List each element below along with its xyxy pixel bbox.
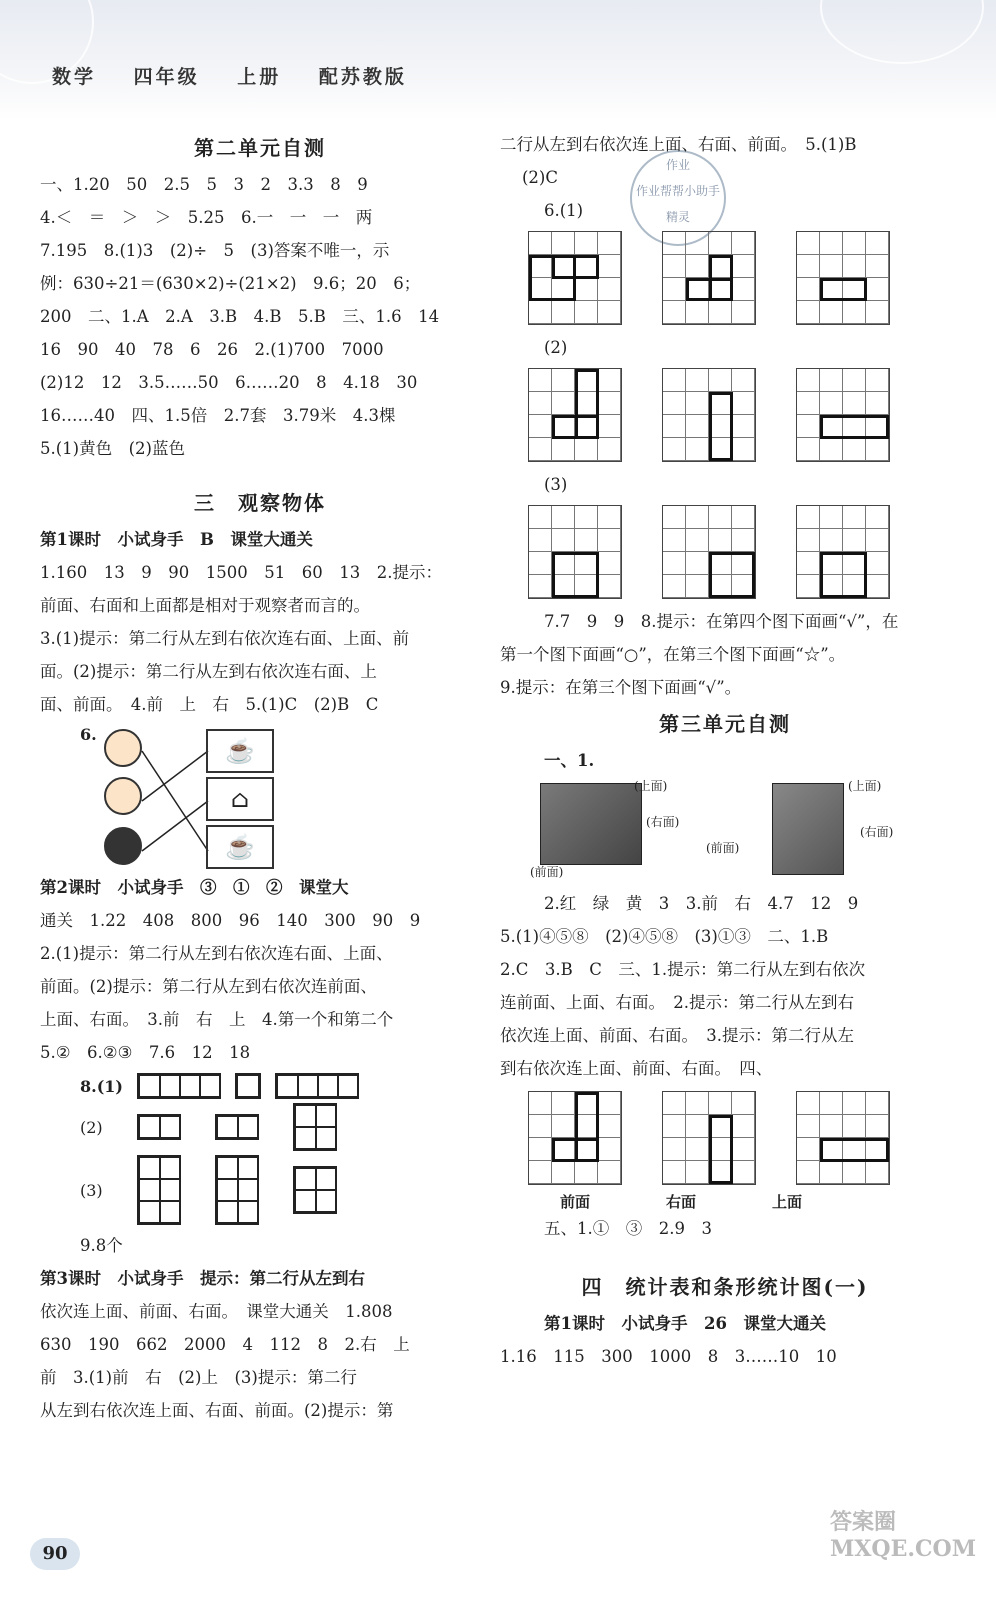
teapot-side-icon: ⌂ — [206, 777, 274, 821]
grid-figure — [796, 368, 890, 462]
q8-row2 — [80, 1103, 480, 1151]
header-subject: 数学 — [52, 66, 97, 88]
object-figures — [500, 777, 950, 887]
q6-1-label: 6.(1) — [544, 201, 584, 220]
answer-line: 二行从左到右依次连上面、右面、前面。 5.(1)B — [500, 135, 857, 154]
q6-2-label: (2) — [544, 338, 568, 357]
answer-line: 9.8个 — [80, 1236, 123, 1255]
section-title: 第三单元自测 — [659, 712, 791, 736]
right-column — [500, 128, 950, 1373]
section-title: 四 统计表和条形统计图(一) — [581, 1275, 869, 1299]
squares-view — [215, 1114, 259, 1140]
answer-line: 2.(1)提示：第二行从左到右依次连右面、上面、 — [40, 944, 393, 963]
answer-line: 例：630÷21＝(630×2)÷(21×2) 9.6；20 6； — [40, 274, 421, 293]
answer-line: 4.＜ ＝ ＞ ＞ 5.25 6.一 一 一 两 — [40, 208, 373, 227]
answer-line: 一、1.20 50 2.5 5 3 2 3.3 8 9 — [40, 175, 368, 194]
answer-line: 630 190 662 2000 4 112 8 2.右 上 — [40, 1335, 410, 1354]
answer-line: 前面、右面和上面都是相对于观察者而言的。 — [40, 596, 370, 615]
answer-line: 从左到右依次连上面、右面、前面。(2)提示：第 — [40, 1401, 394, 1420]
answer-line: 上面、右面。 3.前 右 上 4.第一个和第二个 — [40, 1010, 394, 1029]
teapot-top-icon: ☕ — [206, 825, 274, 869]
header-volume: 上册 — [237, 66, 282, 88]
caption-top: 上面 — [772, 1193, 803, 1211]
answer-line: (2)12 12 3.5……50 6……20 8 4.18 30 — [40, 373, 418, 392]
label-right: (右面) — [860, 825, 894, 839]
header-edition: 配苏教版 — [318, 66, 407, 88]
answer-line: 3.(1)提示：第二行从左到右依次连右面、上面、前 — [40, 629, 410, 648]
answer-line: 7.7 9 9 8.提示：在第四个图下面画“√”，在 — [544, 612, 899, 631]
grid-figure — [528, 231, 622, 325]
grid-row-1 — [528, 231, 950, 325]
answer-line: 依次连上面、前面、右面。 3.提示：第二行从左 — [500, 1026, 854, 1045]
answer-line: 连前面、上面、右面。 2.提示：第二行从左到右 — [500, 993, 854, 1012]
watermark: 答案圈 MXQE.COM — [830, 1509, 977, 1562]
grid-figure — [796, 505, 890, 599]
lesson-heading: 第1课时 小试身手 B 课堂大通关 — [40, 530, 313, 549]
label-top: (上面) — [634, 779, 668, 793]
answer-line: 2.红 绿 黄 3 3.前 右 4.7 12 9 — [544, 894, 859, 913]
page-number: 90 — [30, 1538, 80, 1570]
answer-line: 16 90 40 78 6 26 2.(1)700 7000 — [40, 340, 384, 359]
stamp-line3: 精灵 — [665, 210, 690, 224]
boy-cap-face-icon — [104, 777, 142, 815]
grid-figure — [662, 368, 756, 462]
q8-2-label: (2) — [80, 1117, 103, 1137]
squares-view — [235, 1073, 261, 1099]
answer-line: 5.(1)黄色 (2)蓝色 — [40, 439, 185, 458]
matching-figure — [40, 721, 480, 871]
header-text — [52, 62, 435, 89]
label-top: (上面) — [848, 779, 882, 793]
squares-view — [293, 1166, 337, 1214]
answer-line: 前面。(2)提示：第二行从左到右依次连前面、 — [40, 977, 377, 996]
stamp-line2: 作业帮帮小助手 — [635, 184, 720, 198]
grid-row-3 — [528, 505, 950, 599]
answer-line: 1.160 13 9 90 1500 51 60 13 2.提示： — [40, 563, 442, 582]
q1-label: 一、1. — [544, 751, 595, 770]
answer-line: 通关 1.22 408 800 96 140 300 90 9 — [40, 911, 421, 930]
grid-row-2 — [528, 368, 950, 462]
teapot-icon: ☕ — [206, 729, 274, 773]
squares-view — [137, 1114, 181, 1140]
answer-line: 9.提示：在第三个图下面画“√”。 — [500, 678, 742, 697]
answer-line: 2.C 3.B C 三、1.提示：第二行从左到右依次 — [500, 960, 866, 979]
grid-figure — [796, 231, 890, 325]
q6-3-label: (3) — [544, 475, 568, 494]
cabinet-image — [540, 783, 642, 865]
header-grade: 四年级 — [133, 66, 200, 88]
grid-figure — [528, 1091, 622, 1185]
lesson-heading: 第1课时 小试身手 26 课堂大通关 — [544, 1314, 826, 1333]
grid-figure — [796, 1091, 890, 1185]
lesson-heading: 第2课时 小试身手 ③ ① ② 课堂大 — [40, 878, 349, 897]
grid-figure — [662, 1091, 756, 1185]
squares-view — [293, 1103, 337, 1151]
caption-front: 前面 — [560, 1193, 591, 1211]
answer-line: 7.195 8.(1)3 (2)÷ 5 (3)答案不唯一，示 — [40, 241, 390, 260]
answer-line: 第一个图下面画“○”，在第三个图下面画“☆”。 — [500, 645, 846, 664]
answer-line: 到右依次连上面、前面、右面。 四、 — [500, 1059, 773, 1078]
lesson-heading: 第3课时 小试身手 提示：第二行从左到右 — [40, 1269, 365, 1288]
grid-figure — [528, 368, 622, 462]
section-title: 第二单元自测 — [194, 136, 326, 160]
page-header — [0, 0, 996, 120]
label-front: (前面) — [530, 865, 564, 879]
view-captions — [560, 1191, 950, 1212]
q8-row1 — [80, 1073, 480, 1099]
caption-right: 右面 — [666, 1193, 697, 1211]
answer-line: 16……40 四、1.5倍 2.7套 3.79米 4.3棵 — [40, 406, 396, 425]
label-front: (前面) — [706, 841, 740, 855]
answer-line: 1.16 115 300 1000 8 3……10 10 — [500, 1347, 837, 1366]
q6-label: 6. — [80, 725, 97, 744]
grid-figure — [662, 231, 756, 325]
q8-1-label: 8.(1) — [80, 1076, 123, 1096]
grid-figure — [528, 505, 622, 599]
answer-line: 面。(2)提示：第二行从左到右依次连右面、上 — [40, 662, 377, 681]
q8-3-label: (3) — [80, 1180, 103, 1200]
answer-line: 五、1.① ③ 2.9 3 — [544, 1219, 712, 1238]
squares-view — [275, 1073, 359, 1099]
label-right: (右面) — [646, 815, 680, 829]
answer-line: 面、前面。 4.前 上 右 5.(1)C (2)B C — [40, 695, 379, 714]
boy-face-icon — [104, 729, 142, 767]
matching-lines — [140, 731, 210, 861]
section-title: 三 观察物体 — [194, 491, 326, 515]
washing-machine-image — [772, 783, 844, 875]
stamp-line1: 作业 — [665, 158, 690, 172]
grid-row-4 — [528, 1091, 950, 1185]
answer-line: 依次连上面、前面、右面。 课堂大通关 1.808 — [40, 1302, 393, 1321]
squares-view — [137, 1073, 221, 1099]
squares-view — [137, 1155, 181, 1225]
answer-line: (2)C — [522, 168, 558, 187]
q8-row3 — [80, 1155, 480, 1225]
answer-line: 5.(1)④⑤⑧ (2)④⑤⑧ (3)①③ 二、1.B — [500, 927, 829, 946]
grid-figure — [662, 505, 756, 599]
girl-face-icon — [104, 827, 142, 865]
answer-line: 5.② 6.②③ 7.6 12 18 — [40, 1043, 251, 1062]
left-column — [40, 128, 480, 1427]
squares-view — [215, 1155, 259, 1225]
answer-line: 前 3.(1)前 右 (2)上 (3)提示：第二行 — [40, 1368, 357, 1387]
answer-line: 200 二、1.A 2.A 3.B 4.B 5.B 三、1.6 14 — [40, 307, 440, 326]
